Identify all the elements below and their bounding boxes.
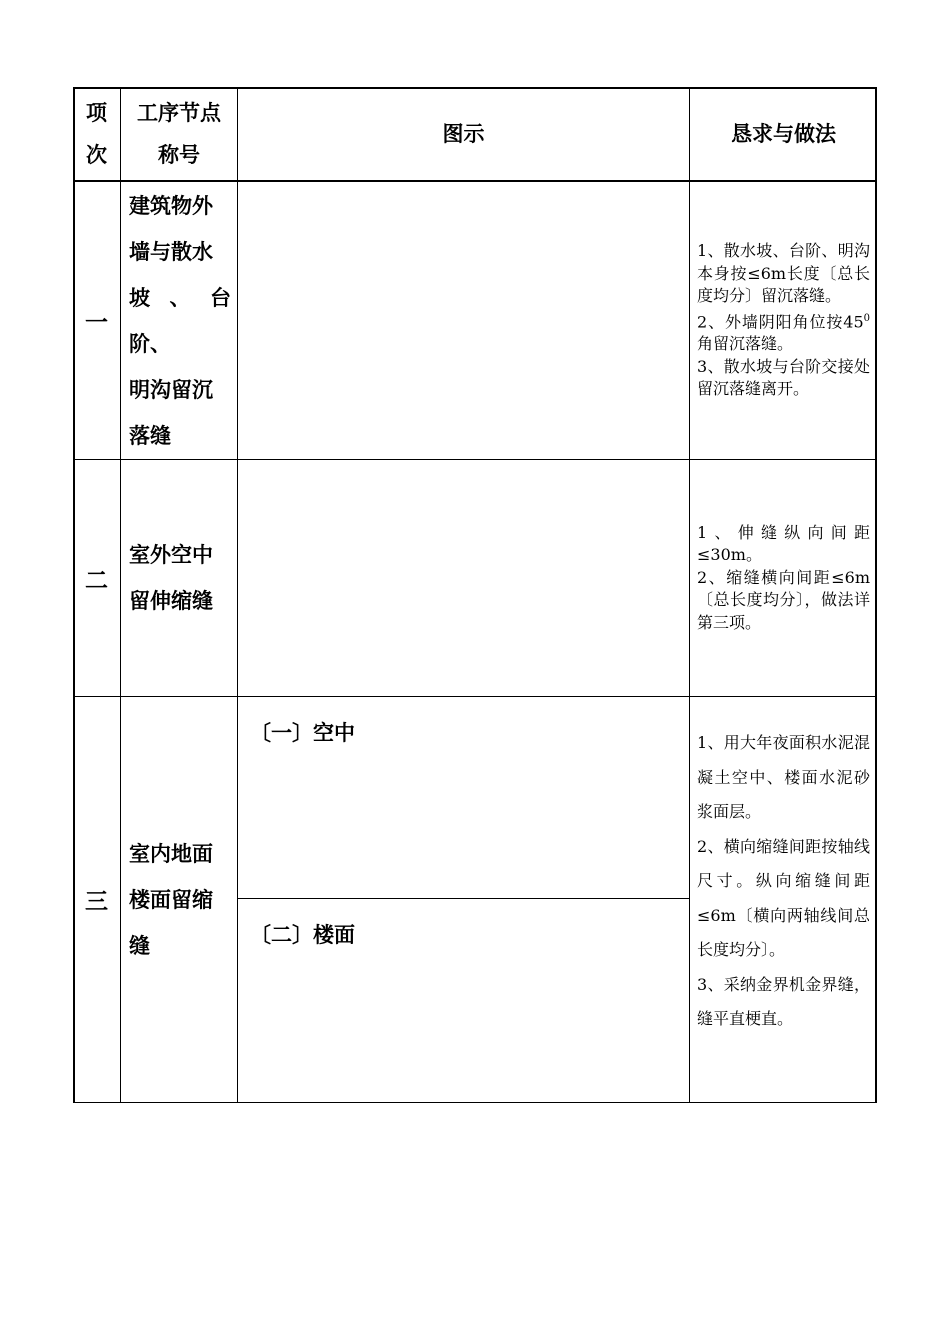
row3-requirements xyxy=(690,697,877,1103)
header-process-node-line2: 称号 xyxy=(158,143,200,167)
row2-name-line: 留伸缩缝 xyxy=(129,589,213,613)
row1-name xyxy=(121,182,238,460)
row3-number-text: 三 xyxy=(85,888,108,915)
row1-name-line: 墙与散水 xyxy=(129,239,213,264)
header-item-no xyxy=(73,87,121,182)
table-border-right xyxy=(875,87,877,1103)
header-illustration xyxy=(238,87,690,182)
row3-illustration-floor xyxy=(238,899,690,1103)
row3-sub-title-ground: 〔一〕空中 xyxy=(250,721,355,745)
row1-name-line: 阶、 xyxy=(129,331,171,356)
row1-req-item: 2、外墙阴阳角位按$45^0$角留沉落缝。 xyxy=(697,311,870,354)
row3-name-line: 楼面留缩 xyxy=(129,887,213,912)
row2-number xyxy=(73,460,121,697)
row3-illustration-ground xyxy=(238,697,690,899)
header-requirements xyxy=(690,87,877,182)
header-illustration-label: 图示 xyxy=(442,122,485,146)
header-item-no-line2: 次 xyxy=(86,143,107,167)
row3-req-item: 1、用大年夜面积水泥混凝土空中、楼面水泥砂浆面层。 xyxy=(697,733,870,821)
table-border-top xyxy=(73,87,877,89)
row1-name-line: 明沟留沉 xyxy=(129,377,213,402)
row3-name-line: 室内地面 xyxy=(129,841,213,866)
header-requirements-label: 恳求与做法 xyxy=(731,122,836,146)
row1-number xyxy=(73,182,121,460)
row3-sub-title-floor: 〔二〕楼面 xyxy=(250,923,355,947)
row2-name-line: 室外空中 xyxy=(129,543,213,567)
row1-number-text: 一 xyxy=(85,309,108,336)
header-divider xyxy=(73,180,877,182)
header-process-node-line1: 工序节点 xyxy=(137,101,221,125)
row2-req-item: 1、伸缝纵向间距≤30m。 xyxy=(697,522,870,565)
header-process-node xyxy=(121,87,238,182)
row2-number-text: 二 xyxy=(85,566,108,594)
row2-req-item: 2、缩缝横向间距≤6m〔总长度均分〕，做法详第三项。 xyxy=(697,567,870,632)
row1-name-line: 建筑物外 xyxy=(129,193,213,218)
row3-req-item: 2、横向缩缝间距按轴线尺寸。纵向缩缝间距≤6m〔横向两轴线间总长度均分〕。 xyxy=(697,836,870,959)
row1-req-item: 1、散水坡、台阶、明沟本身按≤6m长度〔总长度均分〕留沉落缝。 xyxy=(697,241,870,306)
row1-illustration xyxy=(238,182,690,460)
row3-req-item: 3、采纳金界机金界缝，缝平直梗直。 xyxy=(697,974,870,1028)
row1-requirements xyxy=(690,182,877,460)
row2-name xyxy=(121,460,238,697)
row3-name xyxy=(121,697,238,1103)
construction-table xyxy=(73,87,877,1103)
row1-name-line: 落缝 xyxy=(129,423,171,448)
header-item-no-line1: 项 xyxy=(86,101,107,125)
row3-number xyxy=(73,697,121,1103)
row2-requirements xyxy=(690,460,877,697)
row1-req-item: 3、散水坡与台阶交接处留沉落缝离开。 xyxy=(697,356,870,399)
row1-name-line: 坡 、 台 xyxy=(129,285,231,310)
row3-name-line: 缝 xyxy=(129,933,150,958)
row2-illustration xyxy=(238,460,690,697)
table-border-left xyxy=(73,87,75,1103)
